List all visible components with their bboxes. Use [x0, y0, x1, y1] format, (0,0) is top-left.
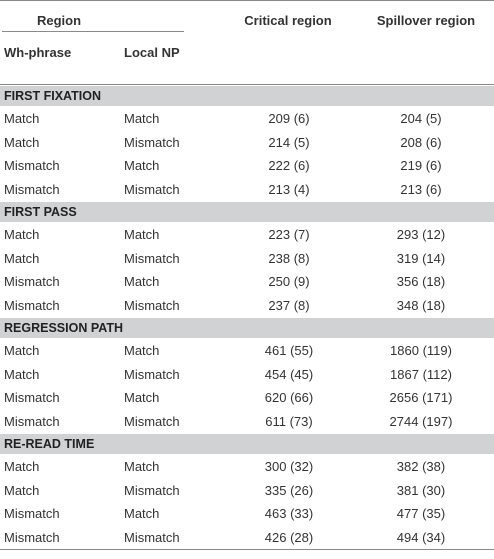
spillover-region-cell: 208 (6)	[400, 134, 442, 150]
critical-region-cell: 213 (4)	[268, 181, 310, 197]
section-header	[0, 433, 494, 455]
table-row	[0, 363, 494, 387]
table-row	[0, 107, 494, 131]
wh-phrase-cell: Mismatch	[4, 390, 60, 406]
region-header-rule	[2, 31, 184, 32]
local-np-cell: Match	[124, 459, 160, 475]
local-np-header: Local NP	[124, 44, 180, 60]
local-np-cell: Match	[124, 227, 160, 243]
table-row	[0, 154, 494, 178]
section-title: REGRESSION PATH	[4, 321, 123, 335]
critical-region-cell: 426 (28)	[264, 529, 314, 545]
local-np-cell: Match	[124, 343, 160, 359]
local-np-cell: Mismatch	[124, 529, 180, 545]
critical-region-cell: 222 (6)	[268, 158, 310, 174]
local-np-cell: Mismatch	[124, 366, 180, 382]
table-row	[0, 502, 494, 526]
table-row	[0, 526, 494, 550]
section-title: FIRST FIXATION	[4, 89, 101, 103]
wh-phrase-cell: Mismatch	[4, 297, 60, 313]
table-header-top	[0, 0, 494, 39]
local-np-cell: Match	[124, 111, 160, 127]
wh-phrase-cell: Match	[4, 366, 40, 382]
wh-phrase-cell: Mismatch	[4, 181, 60, 197]
wh-phrase-cell: Match	[4, 459, 40, 475]
spillover-region-cell: 2744 (197)	[389, 413, 453, 429]
wh-phrase-cell: Mismatch	[4, 413, 60, 429]
critical-region-cell: 300 (32)	[264, 459, 314, 475]
local-np-cell: Mismatch	[124, 250, 180, 266]
critical-region-cell: 454 (45)	[264, 366, 314, 382]
table-row	[0, 410, 494, 434]
local-np-cell: Match	[124, 274, 160, 290]
critical-region-cell: 335 (26)	[264, 482, 314, 498]
spillover-region-cell: 356 (18)	[396, 274, 446, 290]
critical-region-cell: 463 (33)	[264, 506, 314, 522]
section-header	[0, 201, 494, 223]
spillover-region-cell: 1867 (112)	[390, 366, 452, 382]
table-row	[0, 386, 494, 410]
spillover-region-cell: 382 (38)	[396, 459, 446, 475]
spillover-region-cell: 293 (12)	[396, 227, 446, 243]
local-np-cell: Mismatch	[124, 297, 180, 313]
critical-region-header: Critical region	[244, 12, 332, 28]
table-row	[0, 270, 494, 294]
local-np-cell: Mismatch	[124, 134, 180, 150]
wh-phrase-cell: Match	[4, 227, 40, 243]
spillover-region-cell: 494 (34)	[396, 529, 446, 545]
spillover-region-cell: 213 (6)	[400, 181, 442, 197]
section-title: FIRST PASS	[4, 205, 77, 219]
local-np-cell: Match	[124, 158, 160, 174]
wh-phrase-cell: Match	[4, 343, 40, 359]
wh-phrase-header: Wh-phrase	[4, 44, 72, 60]
section-title: RE-READ TIME	[4, 437, 95, 451]
section-header	[0, 85, 494, 107]
section-header	[0, 317, 494, 339]
spillover-region-header: Spillover region	[376, 12, 476, 28]
critical-region-cell: 238 (8)	[268, 250, 310, 266]
local-np-cell: Mismatch	[124, 482, 180, 498]
wh-phrase-cell: Match	[4, 482, 40, 498]
critical-region-cell: 611 (73)	[265, 413, 313, 429]
spillover-region-cell: 348 (18)	[396, 297, 446, 313]
spillover-region-cell: 219 (6)	[400, 158, 442, 174]
critical-region-cell: 214 (5)	[268, 134, 310, 150]
local-np-cell: Mismatch	[124, 413, 180, 429]
spillover-region-cell: 477 (35)	[396, 506, 446, 522]
wh-phrase-cell: Match	[4, 111, 40, 127]
critical-region-cell: 620 (66)	[264, 390, 314, 406]
critical-region-cell: 237 (8)	[268, 297, 310, 313]
wh-phrase-cell: Mismatch	[4, 506, 60, 522]
critical-region-cell: 209 (6)	[268, 111, 310, 127]
wh-phrase-cell: Mismatch	[4, 529, 60, 545]
table-row	[0, 479, 494, 503]
table-row	[0, 223, 494, 247]
spillover-region-cell: 2656 (171)	[389, 390, 453, 406]
table-row	[0, 178, 494, 202]
table-row	[0, 131, 494, 155]
table-row	[0, 339, 494, 363]
wh-phrase-cell: Mismatch	[4, 158, 60, 174]
critical-region-cell: 250 (9)	[268, 274, 310, 290]
region-header: Region	[36, 12, 82, 28]
table-body	[0, 85, 494, 549]
wh-phrase-cell: Mismatch	[4, 274, 60, 290]
critical-region-cell: 461 (55)	[264, 343, 314, 359]
local-np-cell: Match	[124, 506, 160, 522]
spillover-region-cell: 381 (30)	[396, 482, 446, 498]
spillover-region-cell: 1860 (119)	[390, 343, 452, 359]
table-row	[0, 247, 494, 271]
table-row	[0, 294, 494, 318]
table-row	[0, 455, 494, 479]
wh-phrase-cell: Match	[4, 134, 40, 150]
local-np-cell: Match	[124, 390, 160, 406]
spillover-region-cell: 204 (5)	[400, 111, 442, 127]
local-np-cell: Mismatch	[124, 181, 180, 197]
table-bottom-rule	[0, 549, 494, 550]
critical-region-cell: 223 (7)	[268, 227, 310, 243]
spillover-region-cell: 319 (14)	[396, 250, 446, 266]
wh-phrase-cell: Match	[4, 250, 40, 266]
table-header-sub	[0, 39, 494, 85]
